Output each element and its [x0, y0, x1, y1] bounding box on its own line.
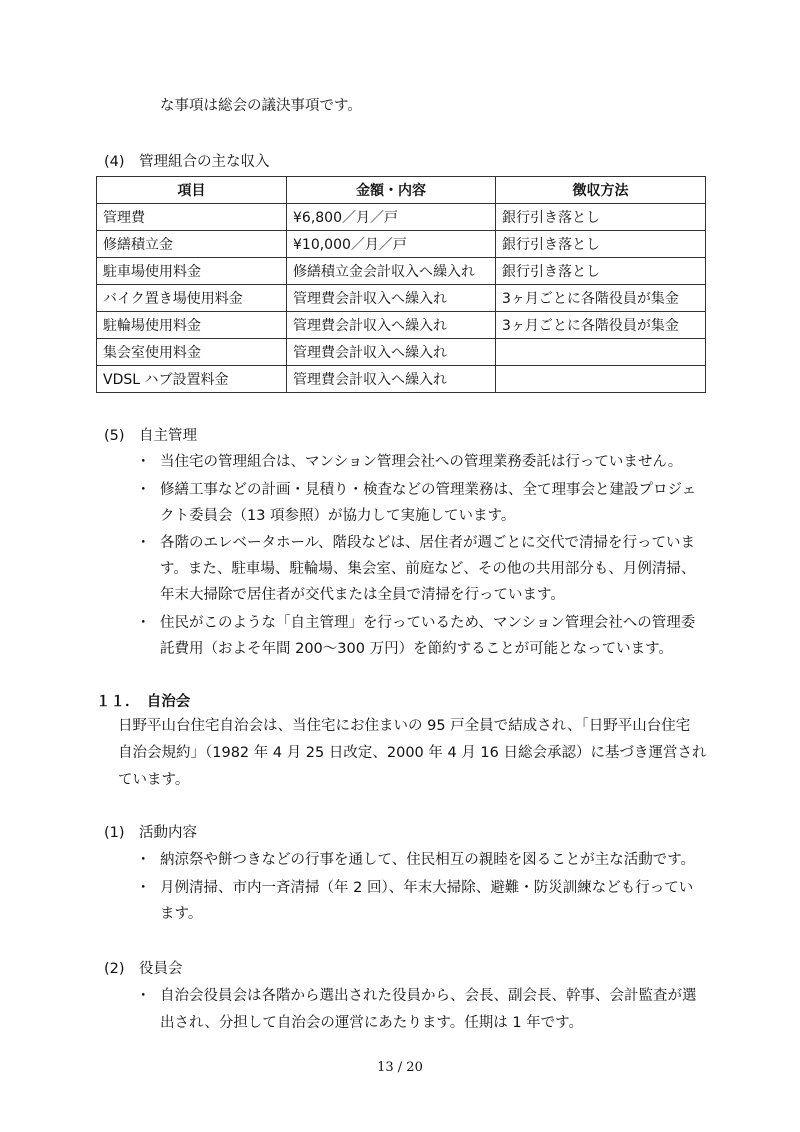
bullet-text: クト委員会（13 項参照）が協力して実施しています。: [160, 508, 516, 524]
table-cell: 駐車場使用料金: [97, 258, 287, 285]
table-cell: ¥10,000／月／戸: [287, 231, 496, 258]
table-cell: 管理費会計収入へ繰入れ: [287, 312, 496, 339]
income-table: [96, 176, 706, 393]
column-header: 徴収方法: [496, 177, 706, 204]
bullet-text: 月例清掃、市内一斉清掃（年 2 回）、年末大掃除、避難・防災訓練なども行ってい: [160, 880, 694, 896]
table-row: [97, 231, 706, 258]
table-row: [97, 339, 706, 366]
bullet-mark: ・: [136, 535, 151, 551]
bullet-text: 託費用（およそ年間 200〜300 万円）を節約することが可能となっています。: [160, 641, 673, 657]
bullet-mark: ・: [136, 615, 151, 631]
bullet-text: 各階のエレベータホール、階段などは、居住者が週ごとに交代で清掃を行っていま: [160, 535, 696, 551]
table-cell: 修繕積立金: [97, 231, 287, 258]
table-header-row: [97, 177, 706, 204]
table-cell: バイク置き場使用料金: [97, 285, 287, 312]
table-cell: 銀行引き落とし: [496, 204, 706, 231]
bullet-mark: ・: [136, 482, 151, 498]
table-cell: [496, 339, 706, 366]
bullet-text: ます。: [160, 906, 203, 922]
bullet-mark: ・: [136, 988, 151, 1004]
section-4-heading: (4) 管理組合の主な収入: [104, 154, 270, 170]
table-cell: VDSL ハブ設置料金: [97, 366, 287, 393]
table-cell: ¥6,800／月／戸: [287, 204, 496, 231]
column-header: 項目: [97, 177, 287, 204]
bullet-mark: ・: [136, 454, 151, 470]
table-cell: 駐輪場使用料金: [97, 312, 287, 339]
bullet-text: 住民がこのような「自主管理」を行っているため、マンション管理会社への管理委: [160, 615, 696, 631]
section-11-heading: １１． 自治会: [96, 694, 191, 710]
bullet-text: 納涼祭や餅つきなどの行事を通して、住民相互の親睦を図ることが主な活動です。: [160, 852, 696, 868]
table-row: [97, 366, 706, 393]
intro-line: 自治会規約」（1982 年 4 月 25 日改定、2000 年 4 月 16 日総会承認）に基づき運営され: [118, 745, 707, 761]
bullet-text: 出され、分担して自治会の運営にあたります。任期は 1 年です。: [160, 1015, 583, 1031]
bullet-text: 修繕工事などの計画・見積り・検査などの管理業務は、全て理事会と建設プロジェ: [160, 482, 697, 498]
bullet-mark: ・: [136, 852, 151, 868]
table-cell: 3ヶ月ごとに各階役員が集金: [496, 285, 706, 312]
table-cell: [496, 366, 706, 393]
table-cell: 修繕積立金会計収入へ繰入れ: [287, 258, 496, 285]
section-5-heading: (5) 自主管理: [104, 428, 198, 444]
bullet-text: 当住宅の管理組合は、マンション管理会社への管理業務委託は行っていません。: [160, 454, 683, 470]
intro-line: 日野平山台住宅自治会は、当住宅にお住まいの 95 戸全員で結成され、「日野平山台住宅: [118, 718, 691, 734]
bullet-text: 自治会役員会は各階から選出された役員から、会長、副会長、幹事、会計監査が選: [160, 988, 697, 1004]
table-cell: 管理費会計収入へ繰入れ: [287, 366, 496, 393]
table-row: [97, 258, 706, 285]
table-row: [97, 204, 706, 231]
bullet-mark: ・: [136, 880, 151, 896]
column-header: 金額・内容: [287, 177, 496, 204]
subsection-activities-heading: (1) 活動内容: [104, 825, 198, 841]
page-number: 13 / 20: [377, 1060, 423, 1075]
table-cell: 管理費会計収入へ繰入れ: [287, 285, 496, 312]
subsection-board-heading: (2) 役員会: [104, 961, 183, 977]
bullet-text: す。また、駐車場、駐輪場、集会室、前庭など、その他の共用部分も、月例清掃、: [160, 561, 696, 577]
table-row: [97, 285, 706, 312]
table-cell: 3ヶ月ごとに各階役員が集金: [496, 312, 706, 339]
bullet-text: 年末大掃除で居住者が交代または全員で清掃を行っています。: [160, 587, 565, 603]
table-row: [97, 312, 706, 339]
table-cell: 管理費: [97, 204, 287, 231]
intro-line: ています。: [118, 772, 190, 788]
table-cell: 集会室使用料金: [97, 339, 287, 366]
table-cell: 銀行引き落とし: [496, 231, 706, 258]
table-cell: 管理費会計収入へ繰入れ: [287, 339, 496, 366]
table-cell: 銀行引き落とし: [496, 258, 706, 285]
carryover-line: な事項は総会の議決事項です。: [160, 98, 362, 114]
